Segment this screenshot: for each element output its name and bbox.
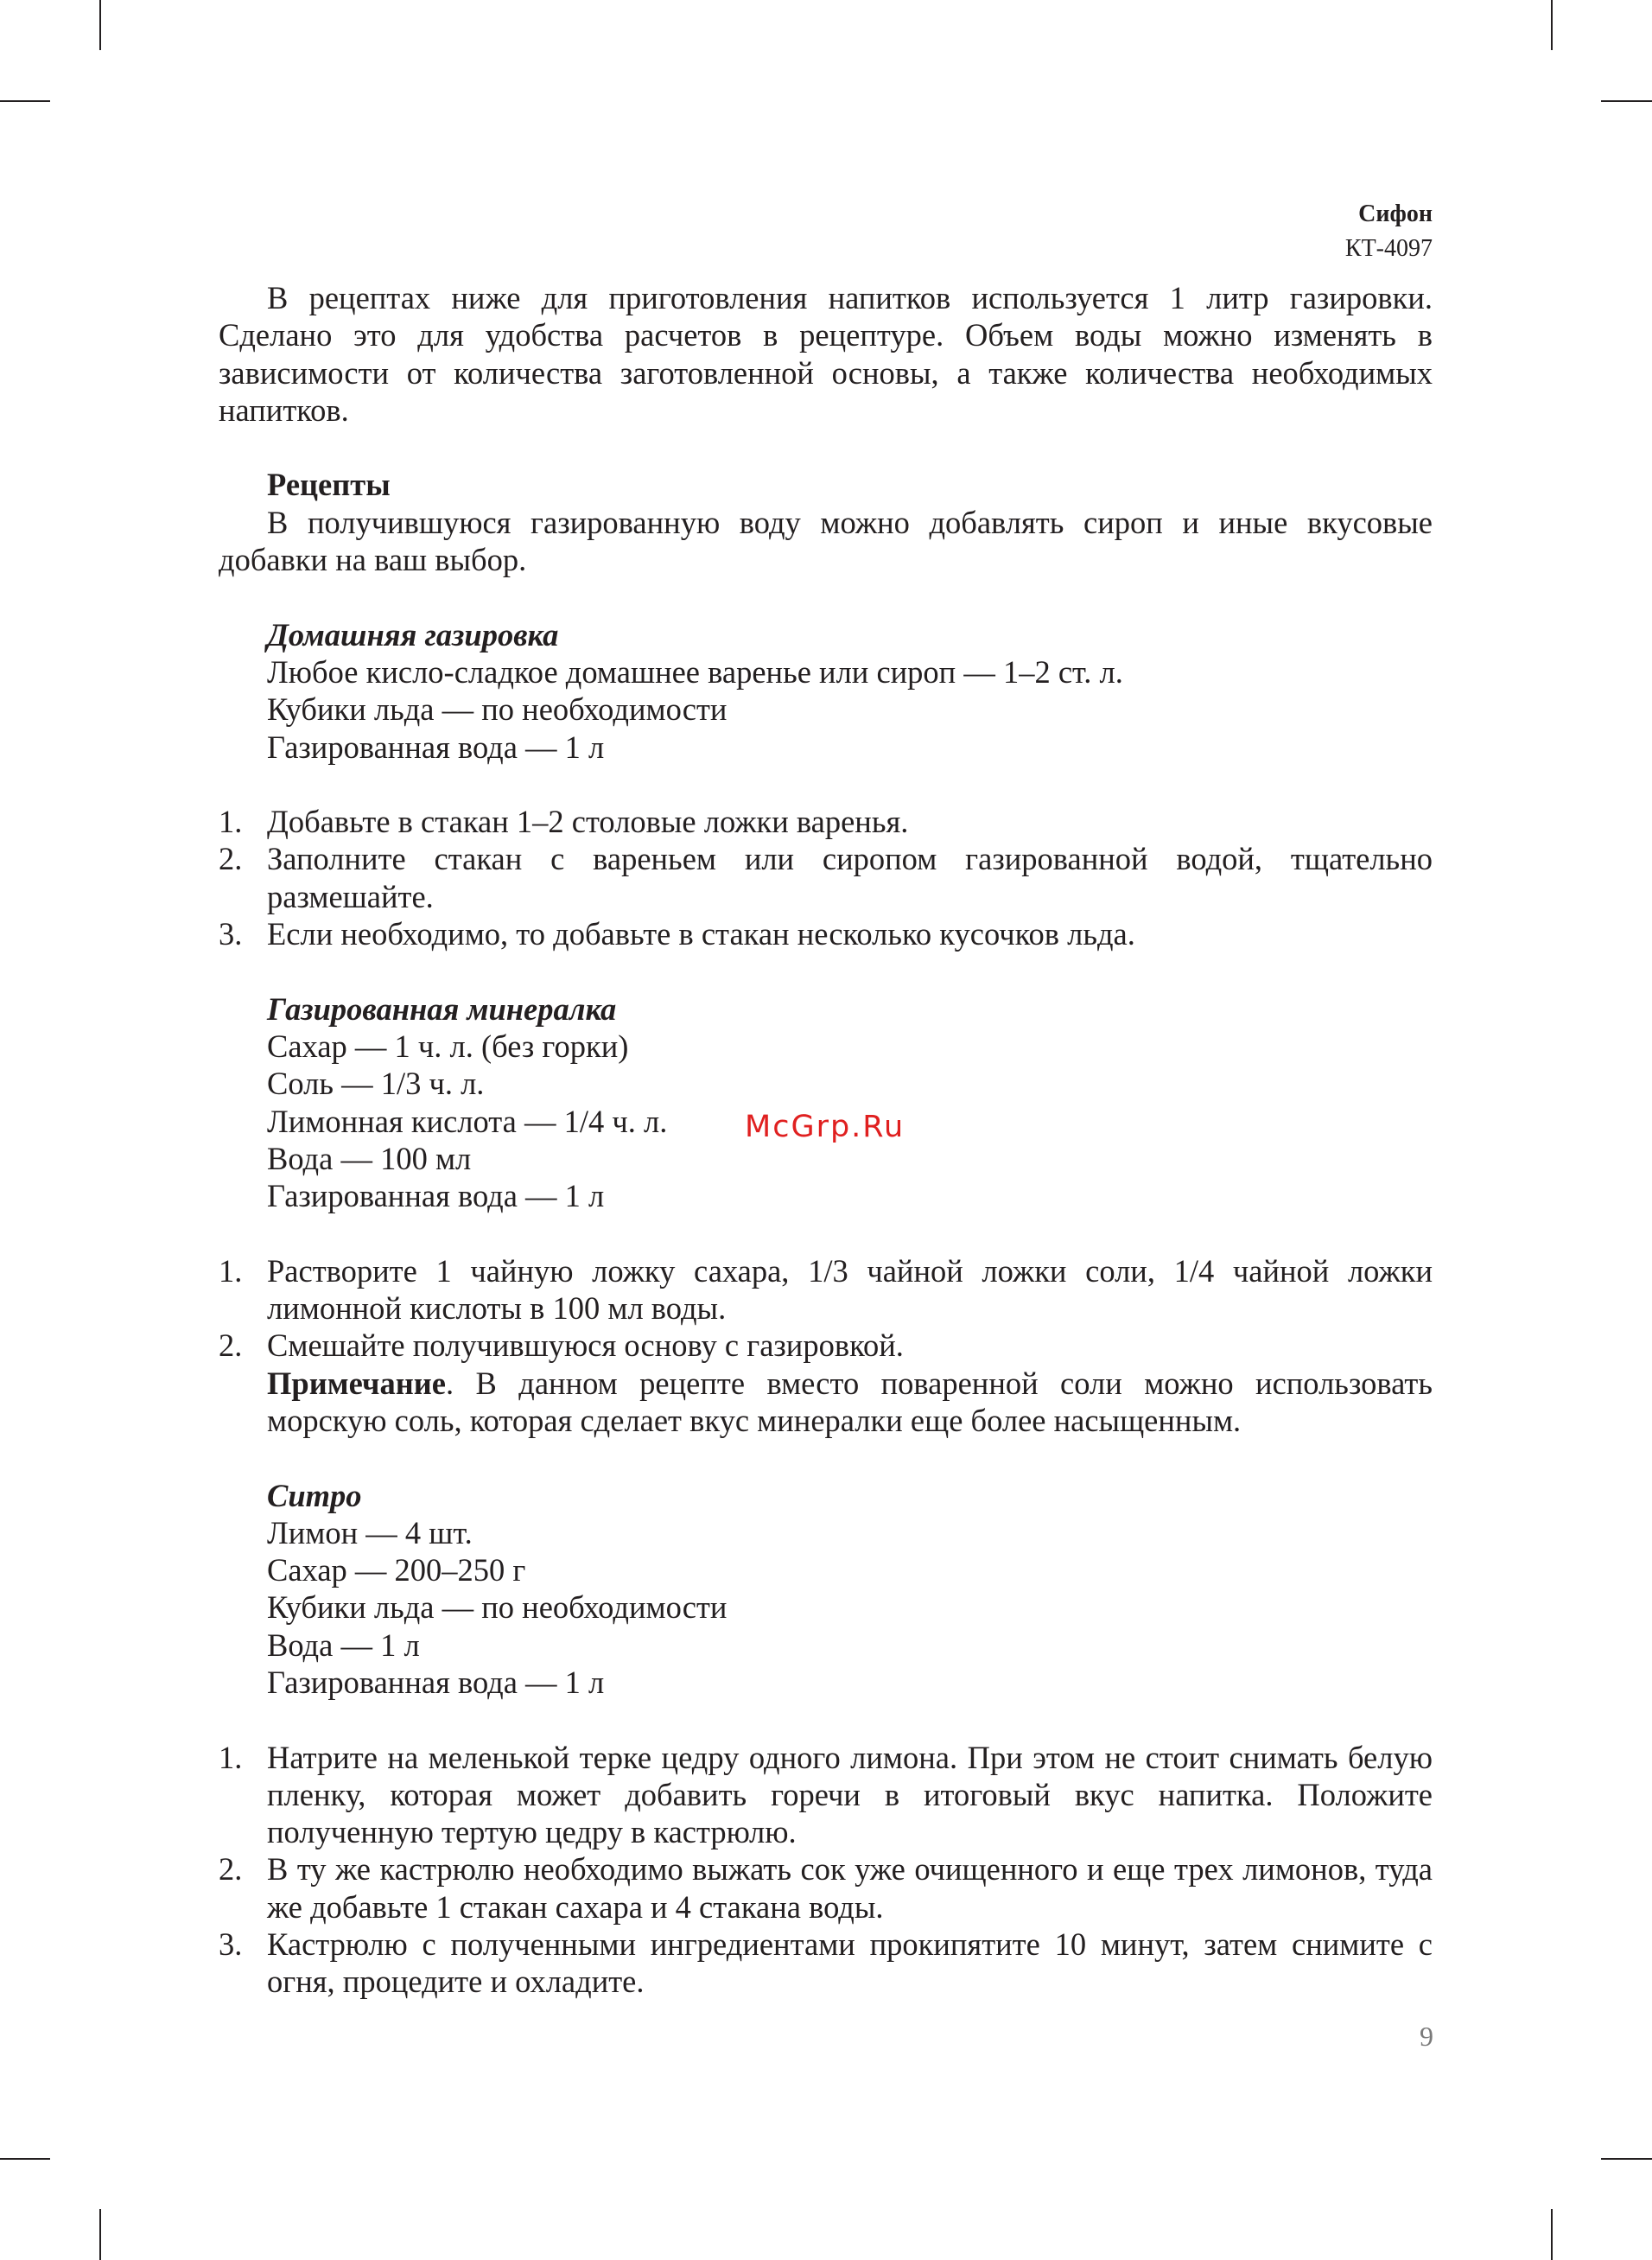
page-header bbox=[1345, 197, 1433, 266]
step-item bbox=[219, 915, 1433, 952]
step-text: Если необходимо, то добавьте в стакан несколько кусочков льда. bbox=[267, 916, 1135, 952]
step-number: 1. bbox=[219, 804, 243, 840]
crop-mark bbox=[0, 2158, 50, 2160]
ingredient: Лимонная кислота — 1/4 ч. л. bbox=[267, 1103, 668, 1139]
ingredient: Лимон — 4 шт. bbox=[267, 1514, 473, 1550]
note-label: Примечание bbox=[267, 1365, 446, 1401]
ingredient: Вода — 100 мл bbox=[267, 1140, 472, 1176]
crop-mark bbox=[1551, 0, 1553, 50]
ingredient: Соль — 1/3 ч. л. bbox=[267, 1066, 485, 1102]
step-number: 3. bbox=[219, 916, 243, 952]
step-number: 3. bbox=[219, 1926, 243, 1963]
ingredient: Кубики льда — по необходимости bbox=[267, 691, 728, 728]
step-item bbox=[219, 1252, 1433, 1327]
crop-mark bbox=[99, 2209, 101, 2260]
step-item bbox=[219, 840, 1433, 915]
step-text: Кастрюлю с полученными ингредиентами прокипятите 10 минут, затем снимите с огня, процедите и охладите. bbox=[267, 1926, 1433, 2000]
ingredient: Вода — 1 л bbox=[267, 1627, 420, 1663]
ingredient: Газированная вода — 1 л bbox=[267, 729, 605, 765]
ingredient: Любое кисло-сладкое домашнее варенье или сироп — 1–2 ст. л. bbox=[267, 653, 1123, 690]
step-number: 1. bbox=[219, 1252, 243, 1289]
ingredient: Газированная вода — 1 л bbox=[267, 1664, 605, 1700]
header-model: КТ-4097 bbox=[1344, 235, 1433, 262]
crop-mark bbox=[1601, 2158, 1652, 2160]
crop-mark bbox=[1601, 100, 1652, 102]
step-text: Натрите на меленькой терке цедру одного лимона. При этом не стоит снимать белую пленку, которая может добавить горечи в итоговый вкус напитка. Положите полученную тертую цедру в кастрюлю. bbox=[267, 1739, 1433, 1850]
intro-paragraph: В рецептах ниже для приготовления напитков используется 1 литр газировки. Сделано это для удобства расчетов в рецептуре. Объем воды можно изменять в зависимости от количества заготовленной основы, а также количества необходимых напитков. bbox=[219, 280, 1433, 428]
step-item bbox=[219, 803, 1433, 840]
recipe-title: Ситро bbox=[267, 1477, 362, 1513]
step-text: Заполните стакан с вареньем или сиропом газированной водой, тщательно размешайте. bbox=[267, 841, 1433, 914]
step-item bbox=[219, 1739, 1433, 1851]
step-item bbox=[219, 1327, 1433, 1364]
steps-list bbox=[219, 1739, 1433, 2001]
crop-mark bbox=[0, 100, 50, 102]
ingredient: Кубики льда — по необходимости bbox=[267, 1589, 728, 1626]
recipes-heading: Рецепты bbox=[267, 467, 391, 503]
step-text: Растворите 1 чайную ложку сахара, 1/3 чайной ложки соли, 1/4 чайной ложки лимонной кислоты в 100 мл воды. bbox=[267, 1252, 1433, 1327]
step-number: 2. bbox=[219, 841, 243, 877]
ingredient: Сахар — 1 ч. л. (без горки) bbox=[267, 1028, 629, 1064]
ingredient: Газированная вода — 1 л bbox=[267, 1178, 605, 1214]
recipe-title: Газированная минералка bbox=[267, 990, 617, 1027]
step-text: Смешайте получившуюся основу с газировкой. bbox=[267, 1327, 904, 1364]
crop-mark bbox=[1551, 2209, 1553, 2260]
step-number: 1. bbox=[219, 1739, 243, 1775]
step-number: 2. bbox=[219, 1851, 243, 1888]
step-number: 2. bbox=[219, 1327, 243, 1364]
recipe-title: Домашняя газировка bbox=[267, 616, 559, 653]
step-item bbox=[219, 1850, 1433, 1926]
ingredient: Сахар — 200–250 г bbox=[267, 1552, 526, 1588]
recipes-intro: В получившуюся газированную воду можно добавлять сироп и иные вкусовые добавки на ваш выбор. bbox=[219, 504, 1433, 578]
header-title: Сифон bbox=[1358, 201, 1433, 227]
step-text: В ту же кастрюлю необходимо выжать сок уже очищенного и еще трех лимонов, туда же добавьте 1 стакан сахара и 4 стакана воды. bbox=[267, 1851, 1433, 1925]
note-paragraph bbox=[219, 1365, 1433, 1440]
watermark: McGrp.Ru bbox=[745, 1110, 905, 1144]
step-text: Добавьте в стакан 1–2 столовые ложки варенья. bbox=[267, 804, 909, 840]
steps-list bbox=[219, 1252, 1433, 1365]
steps-list bbox=[219, 803, 1433, 952]
page-number: 9 bbox=[1420, 2021, 1433, 2052]
crop-mark bbox=[99, 0, 101, 50]
step-item bbox=[219, 1926, 1433, 2001]
note-text: . В данном рецепте вместо поваренной соли можно использовать морскую соль, которая сделает вкус минералки еще более насыщенным. bbox=[267, 1365, 1433, 1438]
